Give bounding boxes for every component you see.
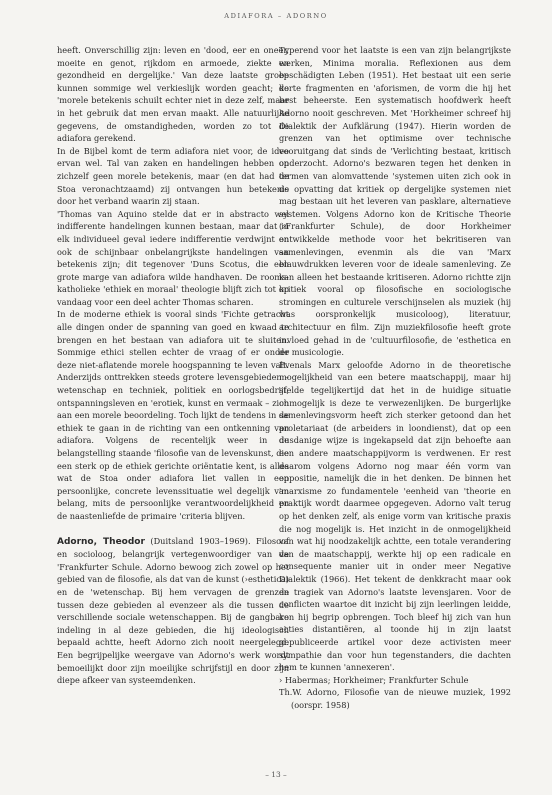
- body-paragraph: In de Bijbel komt de term adiafora niet voor, de idee ervan wel. Tal van zaken en handelingen hebben op zichzelf geen morele betekenis, maar (en dat had de Stoa veronachtzaamd) zij ontvangen hun betekenis door het verband waarin zij staan.: [57, 145, 289, 207]
- body-paragraph: Typerend voor het laatste is een van zijn belangrijkste werken, Minima moralia. Reflexionen aus dem beschädigten Leben (1951). Het bestaat uit een serie korte fragmenten en 'aforismen, de vorm die hij het best beheerste. Een systematisch hoofdwerk heeft Adorno nooit geschreven. Met 'Horkheimer schreef hij Dialektik der Aufklärung (1947). Hierin worden de grenzen van het optimisme over technische vooruitgang dat sinds de 'Verlichting bestaat, kritisch onderzocht. Adorno's bezwaren tegen het denken in termen van alomvattende 'systemen uiten zich ook in de opvatting dat kritiek op dergelijke systemen niet mag bestaan uit het leveren van pasklare, alternatieve systemen. Volgens Adorno kon de Kritische Theorie (›Frankfurter Schule), de door Horkheimer ontwikkelde methode voor het bekritiseren van samenlevingen, evenmin als die van 'Marx blauwdrukken leveren voor de ideale samenleving. Ze kan alleen het bestaande kritiseren. Adorno richtte zijn kritiek vooral op filosofische en sociologische stromingen en culturele verschijnselen als muziek (hij was oorspronkelijk musicoloog), literatuur, architectuur en film. Zijn muziekfilosofie heeft grote invloed gehad in de 'cultuurfilosofie, de 'esthetica en de musicologie.: [279, 45, 511, 358]
- see-also: › Habermas; Horkheimer; Frankfurter Schule: [279, 674, 469, 685]
- left-column: [57, 44, 289, 687]
- entry-intro: (Duitsland 1903–1969). Filosoof en socioloog, belangrijk vertegenwoordiger van de 'Frankfurter Schule. Adorno bewoog zich zowel op het gebied van de filosofie, als dat van de kunst (›esthetica) en de 'wetenschap. Bij hem vervagen de grenzen tussen deze gebieden al evenzeer als die tussen de verschillende sociale wetenschappen. Bij de gangbare indeling in al deze gebieden, die hij ideologisch bepaald achtte, heeft Adorno zich nooit neergelegd. Een begrijpelijke weergave van Adorno's werk wordt bemoeilijkt door zijn moeilijke schrijfstijl en door zijn diepe afkeer van systeemdenken.: [57, 535, 289, 686]
- page-number: – 13 –: [265, 770, 287, 779]
- entry-headword: Adorno, Theodor: [57, 536, 145, 547]
- references: [279, 674, 511, 712]
- body-paragraph: Evenals Marx geloofde Adorno in de theoretische mogelijkheid van een betere maatschappij, maar hij stelde tegelijkertijd dat het in de huidige situatie onmogelijk is deze te verwezenlijken. De burgerlijke samenlevingsvorm heeft zich sterker getoond dan het proletariaat (de arbeiders in loondienst), dat op een dusdanige wijze is ingekapseld dat zijn behoefte aan een andere maatschappijvorm is verdwenen. Er rest daarom volgens Adorno nog maar één vorm van oppositie, namelijk die in het denken. De binnen het 'marxisme zo fundamentele 'eenheid van 'theorie en praktijk wordt daarmee opgegeven. Adorno valt terug op het denken zelf, als enige vorm van kritische praxis die nog mogelijk is. Het inzicht in de onmogelijkheid van wat hij noodzakelijk achtte, een totale verandering van de maatschappij, werkte hij op een radicale en consequente manier uit in onder meer Negative Dialektik (1966). Het tekent de denkkracht maar ook de tragiek van Adorno's laatste levensjaren. Voor de conflicten waartoe dit inzicht bij zijn leerlingen leidde, kon hij begrip opbrengen. Toch bleef hij zich van hun acties distantiëren, al toonde hij in zijn laatst gepubliceerde artikel voor deze activisten meer sympathie dan voor hun tegenstanders, die dachten hem te kunnen 'annexeren'.: [279, 359, 511, 673]
- body-paragraph: In de moderne ethiek is vooral sinds 'Fichte getracht alle dingen onder de spanning van goed en kwaad te brengen en het bestaan van adiafora uit te sluiten. Sommige ethici stellen echter de vraag of er onder deze niet-aflatende morele hoogspanning te leven valt. Anderzijds onttrekken steeds grotere levensgebieden – wetenschap en techniek, politiek en oorlogsbedrijf, ontspanningsleven en 'erotiek, kunst en vermaak – zich aan een morele beoordeling. Toch lijkt de tendens in de ethiek te gaan in de richting van een ontkenning van adiafora. Volgens de recentelijk weer in de belangstelling staande 'filosofie van de levenskunst, die een sterk op de ethiek gerichte oriëntatie kent, is alles wat de Stoa onder adiafora liet vallen in een persoonlijke, concrete levenssituatie wel degelijk van belang, mits de persoonlijke verantwoordelijkheid en de naastenliefde de primaire 'criteria blijven.: [57, 309, 289, 521]
- entry-adorno: [57, 535, 289, 687]
- body-paragraph: heeft. Onverschillig zijn: leven en 'dood, eer en oneer, moeite en genot, rijkdom en armoede, ziekte en gezondheid en dergelijke.' Van deze laatste groep kunnen sommige wel verkieslijk worden geacht; de 'morele betekenis schuilt echter niet in deze zelf, maar in het gebruik dat men ervan maakt. Alle natuurlijke gegevens, de omstandigheden, worden zo tot de adiafora gerekend.: [57, 45, 289, 144]
- body-paragraph: 'Thomas van Aquino stelde dat er in abstracto wel indifferente handelingen kunnen bestaan, maar dat in elk individueel geval iedere indifferentie verdwijnt en ook de schijnbaar onbelangrijkste handelingen van betekenis zijn; dit tegenover 'Duns Scotus, die een grote marge van adiafora wilde handhaven. De rooms-katholieke 'ethiek en moraal' theologie blijft zich tot op vandaag voor een deel achter Thomas scharen.: [57, 208, 289, 307]
- right-column: [279, 44, 511, 711]
- bibliography-reference: Th.W. Adorno, Filosofie van de nieuwe muziek, 1992 (oorspr. 1958): [279, 687, 511, 710]
- running-head: ADIAFORA – ADORNO: [224, 12, 328, 20]
